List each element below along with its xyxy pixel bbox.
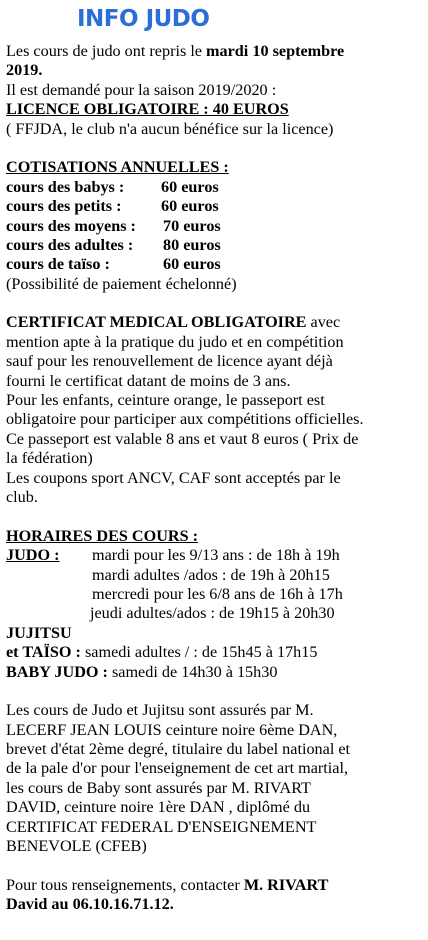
contact-phone: David au 06.10.16.71.12. [6, 895, 174, 914]
contact-name: M. RIVART [243, 875, 329, 894]
cotisation-price: 70 euros [163, 216, 221, 235]
certificat-line: sauf pour les renouvellement de licence ayant déjà [6, 352, 333, 371]
certificat-line: mention apte à la pratique du judo et en compétition [6, 332, 344, 351]
baby-judo-label: BABY JUDO : [6, 662, 108, 681]
document-body [6, 42, 422, 915]
encadrement-line: les cours de Baby sont assurés par M. RIVART [6, 778, 311, 797]
cotisation-item [6, 217, 422, 236]
payment-note: (Possibilité de paiement échelonné) [6, 274, 237, 293]
start-year: 2019. [6, 61, 43, 80]
encadrement-line: CERTIFICAT FEDERAL D'ENSEIGNEMENT [6, 817, 317, 836]
cotisation-item [6, 178, 422, 197]
cotisation-price: 60 euros [163, 255, 221, 274]
certificat-line: obligatoire pour participer aux compétitions officielles. [6, 410, 364, 429]
encadrement-line: LECERF JEAN LOUIS ceinture noire 6ème DAN, [6, 720, 338, 739]
encadrement-line: de la pale d'or pour l'enseignement de cet art martial, [6, 759, 349, 778]
jujitsu-label: JUJITSU [6, 623, 72, 642]
encadrement-line: BENEVOLE (CFEB) [6, 837, 147, 856]
contact-line-1 [6, 876, 422, 895]
cotisation-price: 80 euros [163, 235, 221, 254]
contact-text: Pour tous renseignements, contacter [6, 875, 244, 894]
cotisation-label: cours des adultes : [6, 235, 134, 254]
schedule-text: mardi pour les 9/13 ans : de 18h à 19h [92, 546, 340, 565]
cotisation-item [6, 236, 422, 255]
certificat-line: club. [6, 487, 38, 506]
certificat-text: avec [306, 313, 341, 332]
cotisation-item [6, 197, 422, 216]
judo-schedule-row [6, 546, 422, 565]
certificat-line: Pour les enfants, ceinture orange, le passeport est [6, 391, 325, 410]
certificat-line: Les coupons sport ANCV, CAF sont acceptés par le [6, 468, 341, 487]
schedule-text: samedi adultes / : de 15h45 à 17h15 [80, 643, 318, 662]
taiso-schedule-row [6, 643, 422, 662]
encadrement-line: Les cours de Judo et Jujitsu sont assurés par M. [6, 701, 314, 720]
cotisation-label: cours des moyens : [6, 216, 136, 235]
licence-heading: LICENCE OBLIGATOIRE : 40 EUROS [6, 100, 289, 119]
schedule-text: mercredi pour les 6/8 ans de 16h à 17h [92, 584, 343, 603]
schedule-text: mardi adultes /ados : de 19h à 20h15 [92, 565, 330, 584]
cotisations-list [6, 178, 422, 275]
encadrement-line: brevet d'état 2ème degré, titulaire du label national et [6, 740, 351, 759]
certificat-line: la fédération) [6, 449, 93, 468]
intro-line-1 [6, 42, 422, 61]
schedule-text: samedi de 14h30 à 15h30 [107, 662, 278, 681]
certificat-line: fourni le certificat datant de moins de 3 ans. [6, 371, 291, 390]
horaires-heading: HORAIRES DES COURS : [6, 526, 199, 545]
intro-text: Les cours de judo ont repris le [6, 42, 207, 60]
cotisation-label: cours de taïso : [6, 255, 110, 274]
schedule-text: jeudi adultes/ados : de 19h15 à 20h30 [90, 604, 335, 623]
cotisation-price: 60 euros [161, 177, 219, 196]
cotisation-label: cours des babys : [6, 177, 125, 196]
licence-note: ( FFJDA, le club n'a aucun bénéfice sur la licence) [6, 119, 334, 138]
season-line: Il est demandé pour la saison 2019/2020 : [6, 80, 277, 99]
cotisations-heading: COTISATIONS ANNUELLES : [6, 158, 229, 177]
judo-label: JUDO : [6, 546, 60, 565]
encadrement-line: DAVID, ceinture noire 1ère DAN , diplômé du [6, 798, 311, 817]
taiso-label: et TAÏSO : [6, 643, 81, 662]
certificat-line: Ce passeport est valable 8 ans et vaut 8 euros ( Prix de [6, 429, 359, 448]
cotisation-label: cours des petits : [6, 197, 122, 216]
certificat-heading: CERTIFICAT MEDICAL OBLIGATOIRE [6, 313, 307, 332]
baby-schedule-row [6, 663, 422, 682]
cotisation-price: 60 euros [161, 197, 219, 216]
certificat-line-1 [6, 313, 422, 332]
page-title: INFO JUDO [77, 6, 210, 32]
cotisation-item [6, 255, 422, 274]
start-date: mardi 10 septembre [206, 42, 345, 60]
